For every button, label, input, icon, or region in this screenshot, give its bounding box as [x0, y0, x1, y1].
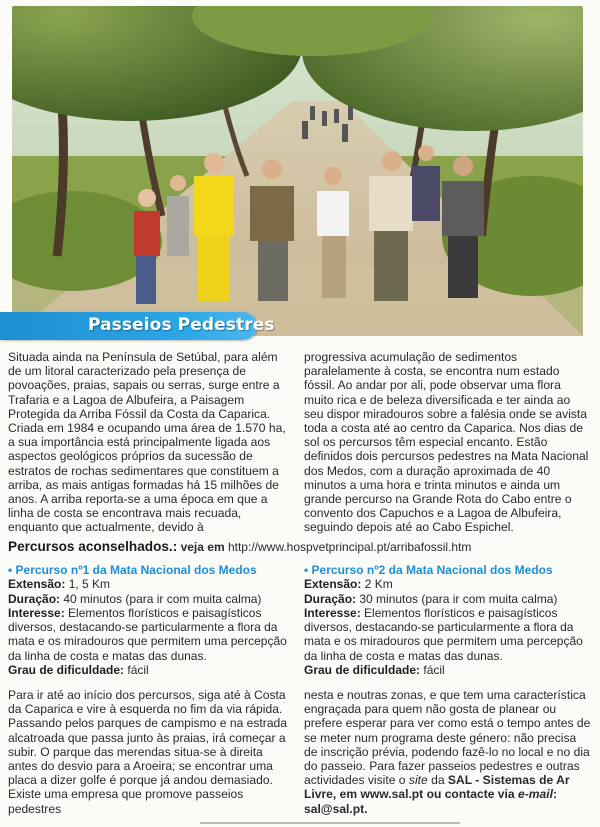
sal-paragraph: [304, 688, 591, 816]
see-label: veja em: [180, 540, 225, 554]
extension-value: 2 Km: [364, 577, 393, 592]
extension-label: Extensão:: [8, 577, 66, 592]
duration-label: Duração:: [8, 591, 61, 606]
extension-value: 1, 5 Km: [68, 577, 111, 592]
duration-value: 30 minutos (para ir com muita calma): [359, 591, 558, 606]
difficulty-value: fácil: [423, 663, 445, 678]
interest-value: Elementos florísticos e paisagísticos diversos, destacando-se particularmente a flora da mata e os miradouros que permitem uma percepção da linha de costa e matas das dunas.: [8, 605, 287, 663]
recommended-url[interactable]: http://www.hospvetprincipal.pt/arribafossil.htm: [227, 540, 472, 554]
sal-web-prefix[interactable]: em www.sal.pt ou contacte via: [339, 787, 515, 802]
route-2-details: [304, 563, 592, 677]
intro-right-text: progressiva acumulação de sedimentos paralelamente à costa, se encontra num estado fóssil. Ao andar por ali, pode observar uma flora muito rica e de beleza diversificada e ter ainda ao seu dispor miradouros sobre a falésia onde se avista toda a costa até ao centro da Caparica. Nos dias de sol os percursos têm especial encanto. Estão definidos dois percursos pedestres na Mata Nacional dos Medos, com a duração aproximada de 40 minutos a uma hora e trinta minutos e ainda um grande percurso na Grande Rota do Cabo entre o convento dos Capuchos e a Lagoa de Albufeira, seguindo depois até ao Cabo Espichel.: [304, 350, 589, 535]
sal-web-line: [304, 787, 557, 815]
route-1-difficulty: [8, 663, 296, 677]
route-1-extension: [8, 577, 296, 591]
email-value[interactable]: : sal@sal.pt.: [304, 787, 557, 816]
route-1-interest: [8, 606, 296, 663]
sal-org-name: SAL - Sistemas de Ar Livre,: [304, 773, 570, 802]
site-word: site: [408, 773, 428, 788]
sal-column: [304, 688, 591, 816]
duration-value: 40 minutos (para ir com muita calma): [63, 591, 262, 606]
route-2-interest: [304, 606, 592, 663]
section-banner: [0, 312, 275, 340]
directions-column: [8, 688, 290, 816]
interest-label: Interesse:: [304, 605, 361, 620]
sal-text: nesta e noutras zonas, e que tem uma característica engraçada para quem não gosta de planear ou prefere esperar para ver como está o tempo antes de se meter num programa deste género: não precisa de inscrição prévia, podendo fazê-lo no local e no dia do passeio. Para fazer passeios pedestres e outras actividades visite o: [304, 688, 591, 788]
intro-left-column: [8, 350, 290, 535]
email-label: e-mail: [518, 787, 553, 802]
directions-text: Para ir até ao início dos percursos, siga até à Costa da Caparica e vire à esquerda no fim da via rápida. Passando pelos parques de campismo e na estrada alcatroada que passa junto às praias, irá começar a subir. O parque das merendas situa-se à direita antes do desvio para a Aroeira; se encontrar uma placa a dizer golfe é porque já andou demasiado. Existe uma empresa que promove passeios pedestres: [8, 688, 288, 816]
extension-label: Extensão:: [304, 577, 362, 592]
hikers-photo: [12, 6, 583, 336]
da-word: da: [431, 773, 445, 788]
route-2-difficulty: [304, 663, 592, 677]
recommended-label: Percursos aconselhados.:: [8, 539, 178, 554]
intro-right-column: [304, 350, 591, 535]
duration-label: Duração:: [304, 591, 357, 606]
bullet-icon: •: [8, 563, 13, 577]
route-1-duration: [8, 592, 296, 606]
route-1-title: Percurso nº1 da Mata Nacional dos Medos: [15, 563, 257, 577]
difficulty-label: Grau de dificuldade:: [304, 663, 421, 678]
route-2-duration: [304, 592, 592, 606]
interest-label: Interesse:: [8, 605, 65, 620]
route-2-title-row: [304, 563, 592, 577]
difficulty-label: Grau de dificuldade:: [8, 663, 125, 678]
interest-value: Elementos florísticos e paisagísticos diversos, destacando-se particularmente a flora da mata e os miradouros que permitem uma percepção da linha de costa e matas das dunas.: [304, 605, 583, 663]
bullet-icon: •: [304, 563, 309, 577]
footer-rule: [200, 822, 460, 824]
intro-left-text: Situada ainda na Península de Setúbal, para além de um litoral caracterizado pela presença de povoações, praias, sapais ou serras, surge entre a Trafaria e a Lagoa de Albufeira, a Paisagem Protegida da Arriba Fóssil da Costa da Caparica. Criada em 1984 e ocupando uma área de 1.570 ha, a sua importância está principalmente ligada aos aspectos geológicos próprios da sucessão de estratos de rochas sedimentares que constituem a arriba, as mais antigas formadas há 15 milhões de anos. A arriba reporta-se a uma época em que a linha de costa se encontrava mais recuada, enquanto que actualmente, devido à: [8, 350, 286, 535]
recommended-routes-line: [8, 539, 593, 554]
section-title: Passeios Pedestres: [88, 315, 275, 335]
route-1-title-row: [8, 563, 296, 577]
route-1-details: [8, 563, 296, 677]
route-2-title: Percurso nº2 da Mata Nacional dos Medos: [311, 563, 553, 577]
route-2-extension: [304, 577, 592, 591]
difficulty-value: fácil: [127, 663, 149, 678]
